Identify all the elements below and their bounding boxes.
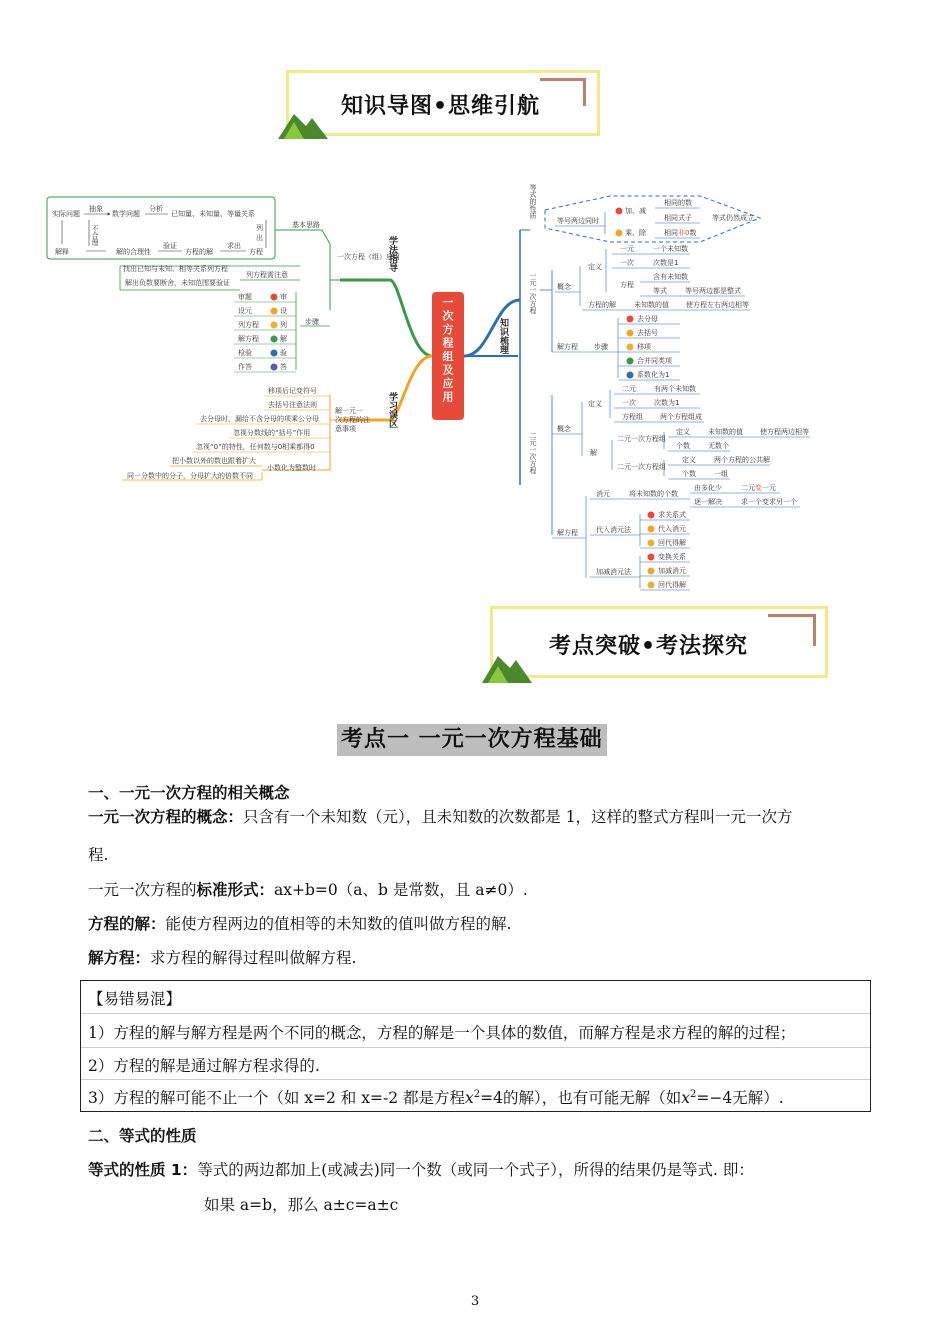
mm-step-item: 合并同类项 <box>637 357 672 365</box>
mm-degree-is-1: 次数是1 <box>653 259 679 267</box>
mm-step-item: 去分母 <box>637 315 658 323</box>
branch-method: 学法指导 <box>387 236 397 272</box>
mm-unknown-value-1: 未知数的值 <box>634 301 669 309</box>
mm-eq-add-sub: 加、减 <box>625 207 646 215</box>
mindmap-center-char: 方 <box>442 323 454 336</box>
mm-one-group: 一组 <box>714 470 728 478</box>
mm-sys-two-b: 二元一次方程组 <box>617 463 666 471</box>
mm-concept-2: 概念 <box>557 425 571 433</box>
mm-method-item: 解方程 <box>238 335 259 343</box>
mind-map <box>0 0 950 600</box>
solution-paragraph <box>88 913 511 935</box>
std-label: 标准形式： <box>196 881 275 899</box>
add-step-icon <box>648 582 655 589</box>
method-number-icon <box>271 322 278 329</box>
property-1-formula: 如果 a=b，那么 a±c=a±c <box>204 1196 399 1214</box>
mm-method-short: 审 <box>280 293 287 301</box>
bottom-banner-accent-v <box>813 616 816 646</box>
mm-method-steps: 步骤 <box>305 318 319 326</box>
mm-math-problem: 数学问题 <box>112 210 140 218</box>
mm-interpret: 解释 <box>55 248 69 256</box>
mm-reasonable: 解的合理性 <box>116 248 151 256</box>
mm-add-step-item: 变换关系 <box>658 553 686 561</box>
page-number: 3 <box>470 1294 480 1309</box>
mindmap-center-char: 组 <box>442 350 454 363</box>
mm-common-sol: 两个方程的公共解 <box>714 456 770 464</box>
mm-step-item: 移项 <box>637 343 651 351</box>
sub-step-icon <box>648 540 655 547</box>
mm-method-item: 作答 <box>238 363 252 371</box>
mindmap-center-char: 程 <box>442 336 454 350</box>
mistake-2: 2）方程的解是通过解方程求得的. <box>88 1057 320 1075</box>
branch-error: 学习误区 <box>387 392 397 428</box>
mm-express-one: 求一个变求另一个 <box>741 498 797 506</box>
solution-text: 能使方程两边的值相等的未知数的值叫做方程的解. <box>165 915 512 933</box>
subheading-properties: 二、等式的性质 <box>88 1127 197 1145</box>
mm-sys-value: 未知数的值 <box>708 428 743 436</box>
method-number-icon <box>271 364 278 371</box>
mm-definition-2: 定义 <box>588 400 602 408</box>
std-prefix: 一元一次方程的 <box>88 881 197 899</box>
concept-cont: 程. <box>88 846 109 864</box>
mm-step-item: 系数化为1 <box>637 371 670 379</box>
mm-add-step-item: 加减消元 <box>658 567 686 575</box>
mm-sys-two-a: 二元一次方程组 <box>617 435 666 443</box>
method-number-icon <box>271 294 278 301</box>
solution-label: 方程的解： <box>88 915 166 933</box>
step-number-icon <box>627 316 634 323</box>
mistakes-box <box>80 980 871 1112</box>
concept-text: 只含有一个未知数（元），且未知数的次数都是 1，这样的整式方程叫一元一次方 <box>243 808 793 826</box>
mm-errors-title-2: 次方程的注 <box>335 416 370 424</box>
mm-solving-2: 解方程 <box>557 529 578 537</box>
mm-two-var: 二元 <box>622 385 636 393</box>
mm-still-holds: 等式仍然成立 <box>712 214 754 222</box>
mm-analyze: 分析 <box>149 205 163 213</box>
mm-first-degree-2: 一次 <box>622 399 636 407</box>
mm-method-item: 列方程 <box>238 321 259 329</box>
mm-many-to-few: 由多化少 <box>694 484 722 492</box>
method-number-icon <box>271 350 278 357</box>
mm-equation-1: 方程 <box>620 281 634 289</box>
mm-error-item: 忽视“0”的特性，任何数与0相乘都得0 <box>196 443 315 451</box>
concept-label: 一元一次方程的概念： <box>88 808 244 826</box>
mm-reduce-unknown: 将未知数的个数 <box>629 490 678 498</box>
mm-one-unknown: 一个未知数 <box>653 245 688 253</box>
branch-knowledge: 知识梳理 <box>498 318 508 354</box>
mistakes-title: 【易错易混】 <box>88 990 182 1008</box>
step-number-icon <box>627 330 634 337</box>
mm-method-item: 检验 <box>238 349 252 357</box>
step-number-icon <box>627 358 634 365</box>
sub-step-icon <box>648 512 655 519</box>
mm-one-by-one: 逐一解决 <box>694 498 722 506</box>
mm-step-item: 去括号 <box>637 329 658 337</box>
mm-has-unknown: 含有未知数 <box>653 273 688 281</box>
concept-paragraph <box>88 806 793 828</box>
mm-error-item: 移项后记变符号 <box>268 387 317 395</box>
bottom-banner-title: 考点突破•考法探究 <box>549 634 749 659</box>
mm-sys-equal: 使方程两边相等 <box>760 428 809 436</box>
mindmap-center-char: 一 <box>442 296 454 309</box>
mm-definition-1: 定义 <box>588 263 602 271</box>
mm-error-item: 去括号注意法则 <box>268 401 317 409</box>
mm-mind-rel: 列方程需注意 <box>246 271 288 279</box>
mindmap-center-char: 应 <box>442 377 454 390</box>
mm-count-b: 个数 <box>682 470 696 478</box>
solving-label: 解方程： <box>88 949 151 967</box>
mm-apply-eq: 一次方程（组）应用 <box>337 253 400 261</box>
mm-eq-mul-div: 乘、除 <box>625 229 646 237</box>
mm-list: 列 <box>256 224 263 232</box>
mindmap-center-char: 次 <box>442 309 454 323</box>
sub-step-icon <box>648 526 655 533</box>
mistake-3: 3）方程的解可能不止一个（如 x=2 和 x=-2 都是方程$x^2=4$的解），也有可能无解（如$x^2=-4$无解）. <box>88 1088 784 1107</box>
std-form-paragraph <box>88 879 528 901</box>
step-number-icon <box>627 372 634 379</box>
mm-concept-1: 概念 <box>557 283 571 291</box>
mm-same-expr: 相同式子 <box>664 214 692 222</box>
bottom-banner-accent <box>768 614 816 617</box>
mm-elim-var: 消元 <box>596 490 610 498</box>
mm-eq-props: 等式的性质 <box>529 184 537 219</box>
mm-def-2a: 定义 <box>676 428 690 436</box>
mm-solving-1: 解方程 <box>557 343 578 351</box>
mm-eq-group: 方程组 <box>622 413 643 421</box>
section-heading: 考点一 一元一次方程基础 <box>337 724 607 756</box>
mm-basic-idea: 基本思路 <box>292 221 320 229</box>
mm-substitution: 代入消元法 <box>596 526 631 534</box>
mm-addition: 加减消元法 <box>596 568 631 576</box>
mm-method-item: 设元 <box>238 307 252 315</box>
mm-verify: 验证 <box>163 242 177 250</box>
mm-method-short: 设 <box>280 307 287 315</box>
mm-two-unknowns: 有两个未知数 <box>654 385 696 393</box>
mm-method-short: 列 <box>280 321 287 329</box>
mm-errors-title-3: 意事项 <box>335 425 356 433</box>
mm-eq-short: 方程 <box>249 248 263 256</box>
mm-method-short: 解 <box>280 335 287 343</box>
std-text: ax+b=0（a、b 是常数，且 a≠0）. <box>274 881 528 899</box>
mm-sub-step-item: 代入消元 <box>658 525 686 533</box>
mm-sub-step-item: 回代得解 <box>658 539 686 547</box>
mm-def-2b: 定义 <box>682 456 696 464</box>
mm-neg-answer: 解出负数要断舍，未知范围要验证 <box>125 279 230 287</box>
mm-sub-step-item: 求关系式 <box>658 511 686 519</box>
mm-decimal-to-int: 小数化为整数时 <box>267 464 316 472</box>
mm-degree-1: 次数为1 <box>654 399 680 407</box>
property-1-text: 等式的两边都加上(或减去)同一个数（或同一个式子），所得的结果仍是等式. 即： <box>197 1161 754 1179</box>
mm-known-rel: 已知量、未知量、等量关系 <box>171 210 255 218</box>
mm-same-num: 相同的数 <box>664 199 692 207</box>
mm-equality: 等式 <box>653 287 667 295</box>
add-step-icon <box>648 554 655 561</box>
method-number-icon <box>271 336 278 343</box>
mm-fraction-same: 同一分数中的分子，分母扩大的倍数不同 <box>127 472 253 480</box>
property-1-label: 等式的性质 1： <box>88 1161 198 1179</box>
mm-method-item: 审题 <box>238 293 252 301</box>
solving-paragraph <box>88 947 356 969</box>
mm-linear-two: 二元一次方程 <box>529 432 537 474</box>
top-banner-title: 知识导图•思维引航 <box>341 94 541 119</box>
subheading-concepts: 一、一元一次方程的相关概念 <box>88 784 290 802</box>
bottom-hills-icon <box>480 650 534 684</box>
mm-errors-title-1: 解一元一 <box>335 407 363 415</box>
mm-error-item: 去分母时，漏给不含分母的项乘公分母 <box>200 415 319 423</box>
mm-eq-two-sides: 等号两边同时 <box>557 217 599 225</box>
mm-abstract: 抽象 <box>89 205 103 213</box>
mm-not-reasonable: 不合理 <box>91 225 99 246</box>
mm-two-to-one: 二元变一元 <box>741 484 776 492</box>
add-step-icon <box>648 568 655 575</box>
mm-same-nonzero: 相同非0数 <box>664 229 697 237</box>
mm-count-a: 个数 <box>676 442 690 450</box>
mm-solution-of-eq-1: 方程的解 <box>588 301 616 309</box>
mm-linear-one: 一元一次方程 <box>529 272 537 314</box>
mm-solve-out: 求出 <box>227 242 241 250</box>
mm-steps-1: 步骤 <box>594 343 608 351</box>
mm-method-short: 答 <box>280 363 287 371</box>
mm-add-step-item: 回代得解 <box>658 581 686 589</box>
mindmap-center-char: 用 <box>442 390 454 404</box>
mm-method-short: 验 <box>280 349 287 357</box>
mm-out: 出 <box>256 234 263 242</box>
mm-decimal-scale: 把小数以外的数也跟着扩大 <box>172 457 256 465</box>
solving-text: 求方程的解得过程叫做解方程. <box>150 949 357 967</box>
mm-first-degree: 一次 <box>620 259 634 267</box>
mm-two-eqs: 两个方程组成 <box>660 413 702 421</box>
mm-solution-2: 解 <box>590 449 597 457</box>
mm-eq-solution: 方程的解 <box>185 248 213 256</box>
mm-real-problem: 实际问题 <box>52 210 80 218</box>
mm-one-var: 一元 <box>620 245 634 253</box>
mm-find-rel: 找出已知与未知、相等关系列方程 <box>123 265 228 273</box>
mm-both-whole: 等号两边都是整式 <box>685 287 741 295</box>
property-1 <box>88 1159 754 1181</box>
mm-infinite: 无数个 <box>708 442 729 450</box>
mm-error-item: 忽视分数线的“括号”作用 <box>233 429 311 437</box>
step-number-icon <box>627 344 634 351</box>
mindmap-center-char: 及 <box>442 363 454 377</box>
mistake-1: 1）方程的解与解方程是两个不同的概念，方程的解是一个具体的数值，而解方程是求方程的解的过程； <box>88 1024 796 1042</box>
method-number-icon <box>271 308 278 315</box>
mm-sides-equal: 使方程左右两边相等 <box>686 301 749 309</box>
